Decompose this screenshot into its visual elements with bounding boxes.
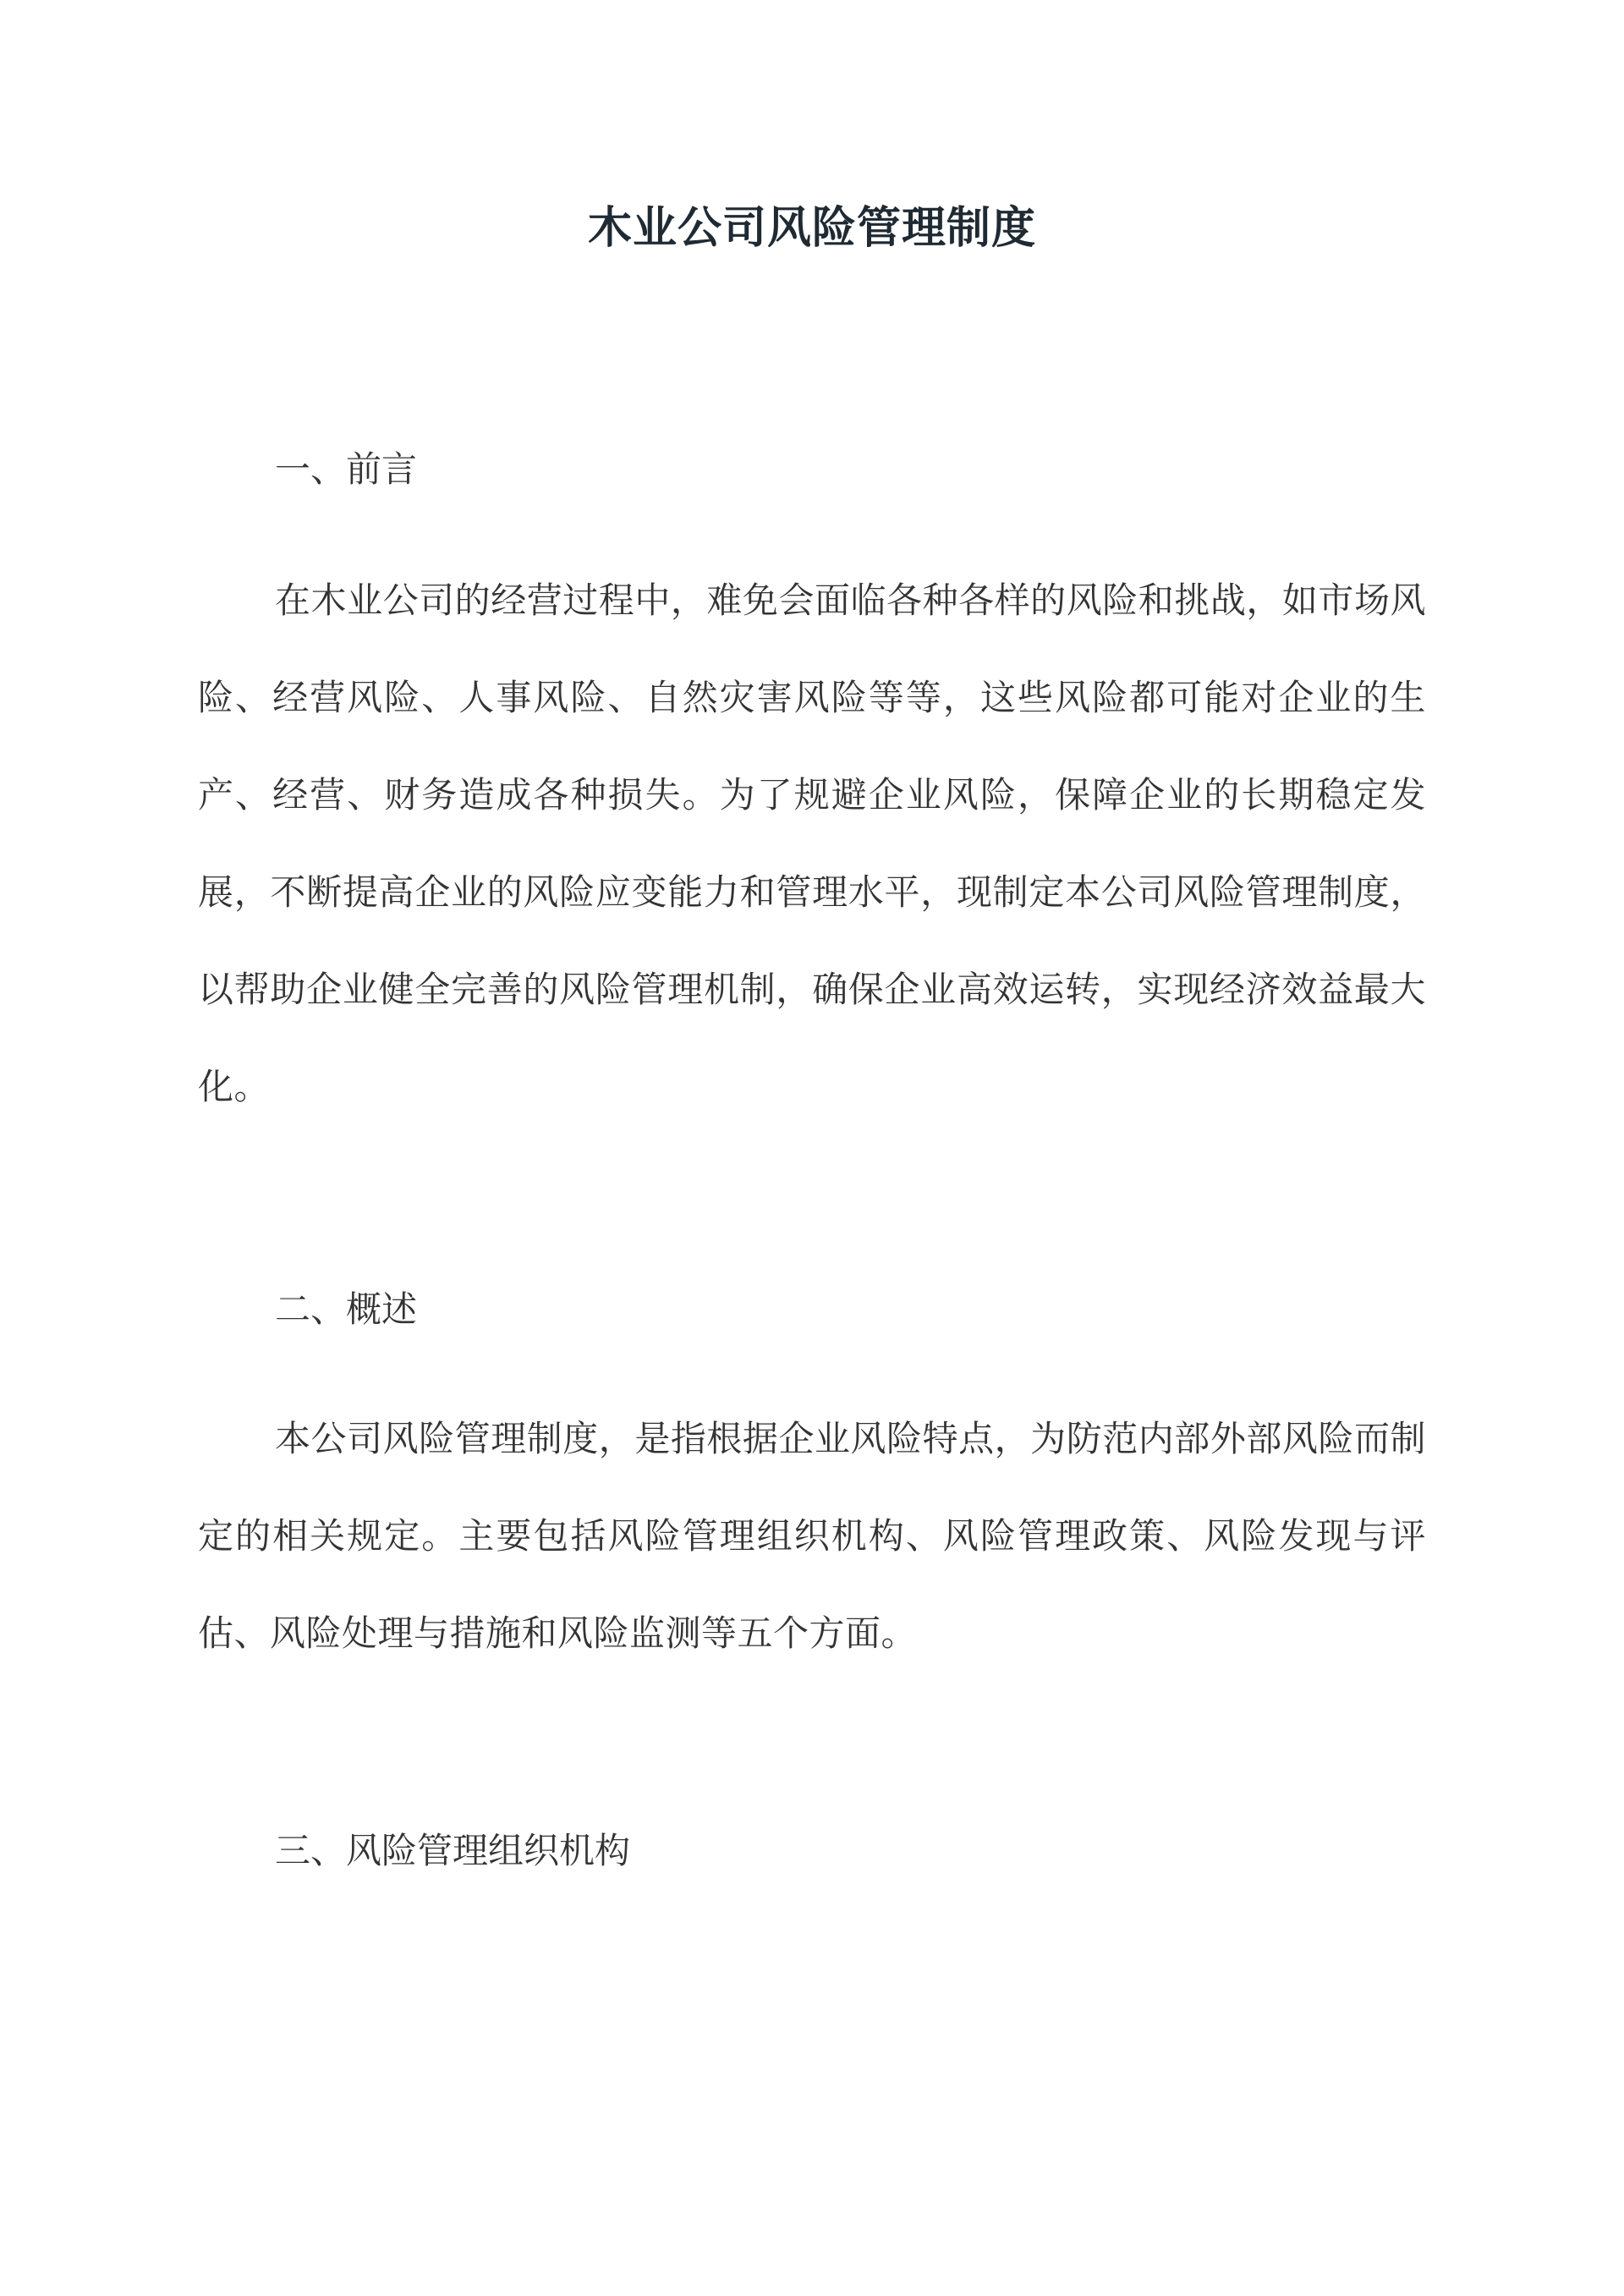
section-heading-overview: 二、概述 — [275, 1288, 418, 1330]
section-heading-preface: 一、前言 — [275, 448, 418, 490]
section-paragraph-overview: 本公司风险管理制度，是指根据企业风险特点，为防范内部外部风险而制定的相关规定。主要包括风险管理组织机构、风险管理政策、风险发现与评估、风险处理与措施和风险监测等五个方面。 — [198, 1418, 1426, 1654]
section-paragraph-preface: 在木业公司的经营过程中，难免会面临各种各样的风险和挑战，如市场风险、经营风险、人事风险、自然灾害风险等等，这些风险都可能对企业的生产、经营、财务造成各种损失。为了规避企业风险，保障企业的长期稳定发展，不断提高企业的风险应变能力和管理水平，现制定本公司风险管理制度，以帮助企业健全完善的风险管理机制，确保企业高效运转，实现经济效益最大化。 — [198, 579, 1426, 1107]
section-heading-risk-organization: 三、风险管理组织机构 — [275, 1830, 631, 1871]
document-title: 木业公司风险管理制度 — [587, 202, 1036, 254]
